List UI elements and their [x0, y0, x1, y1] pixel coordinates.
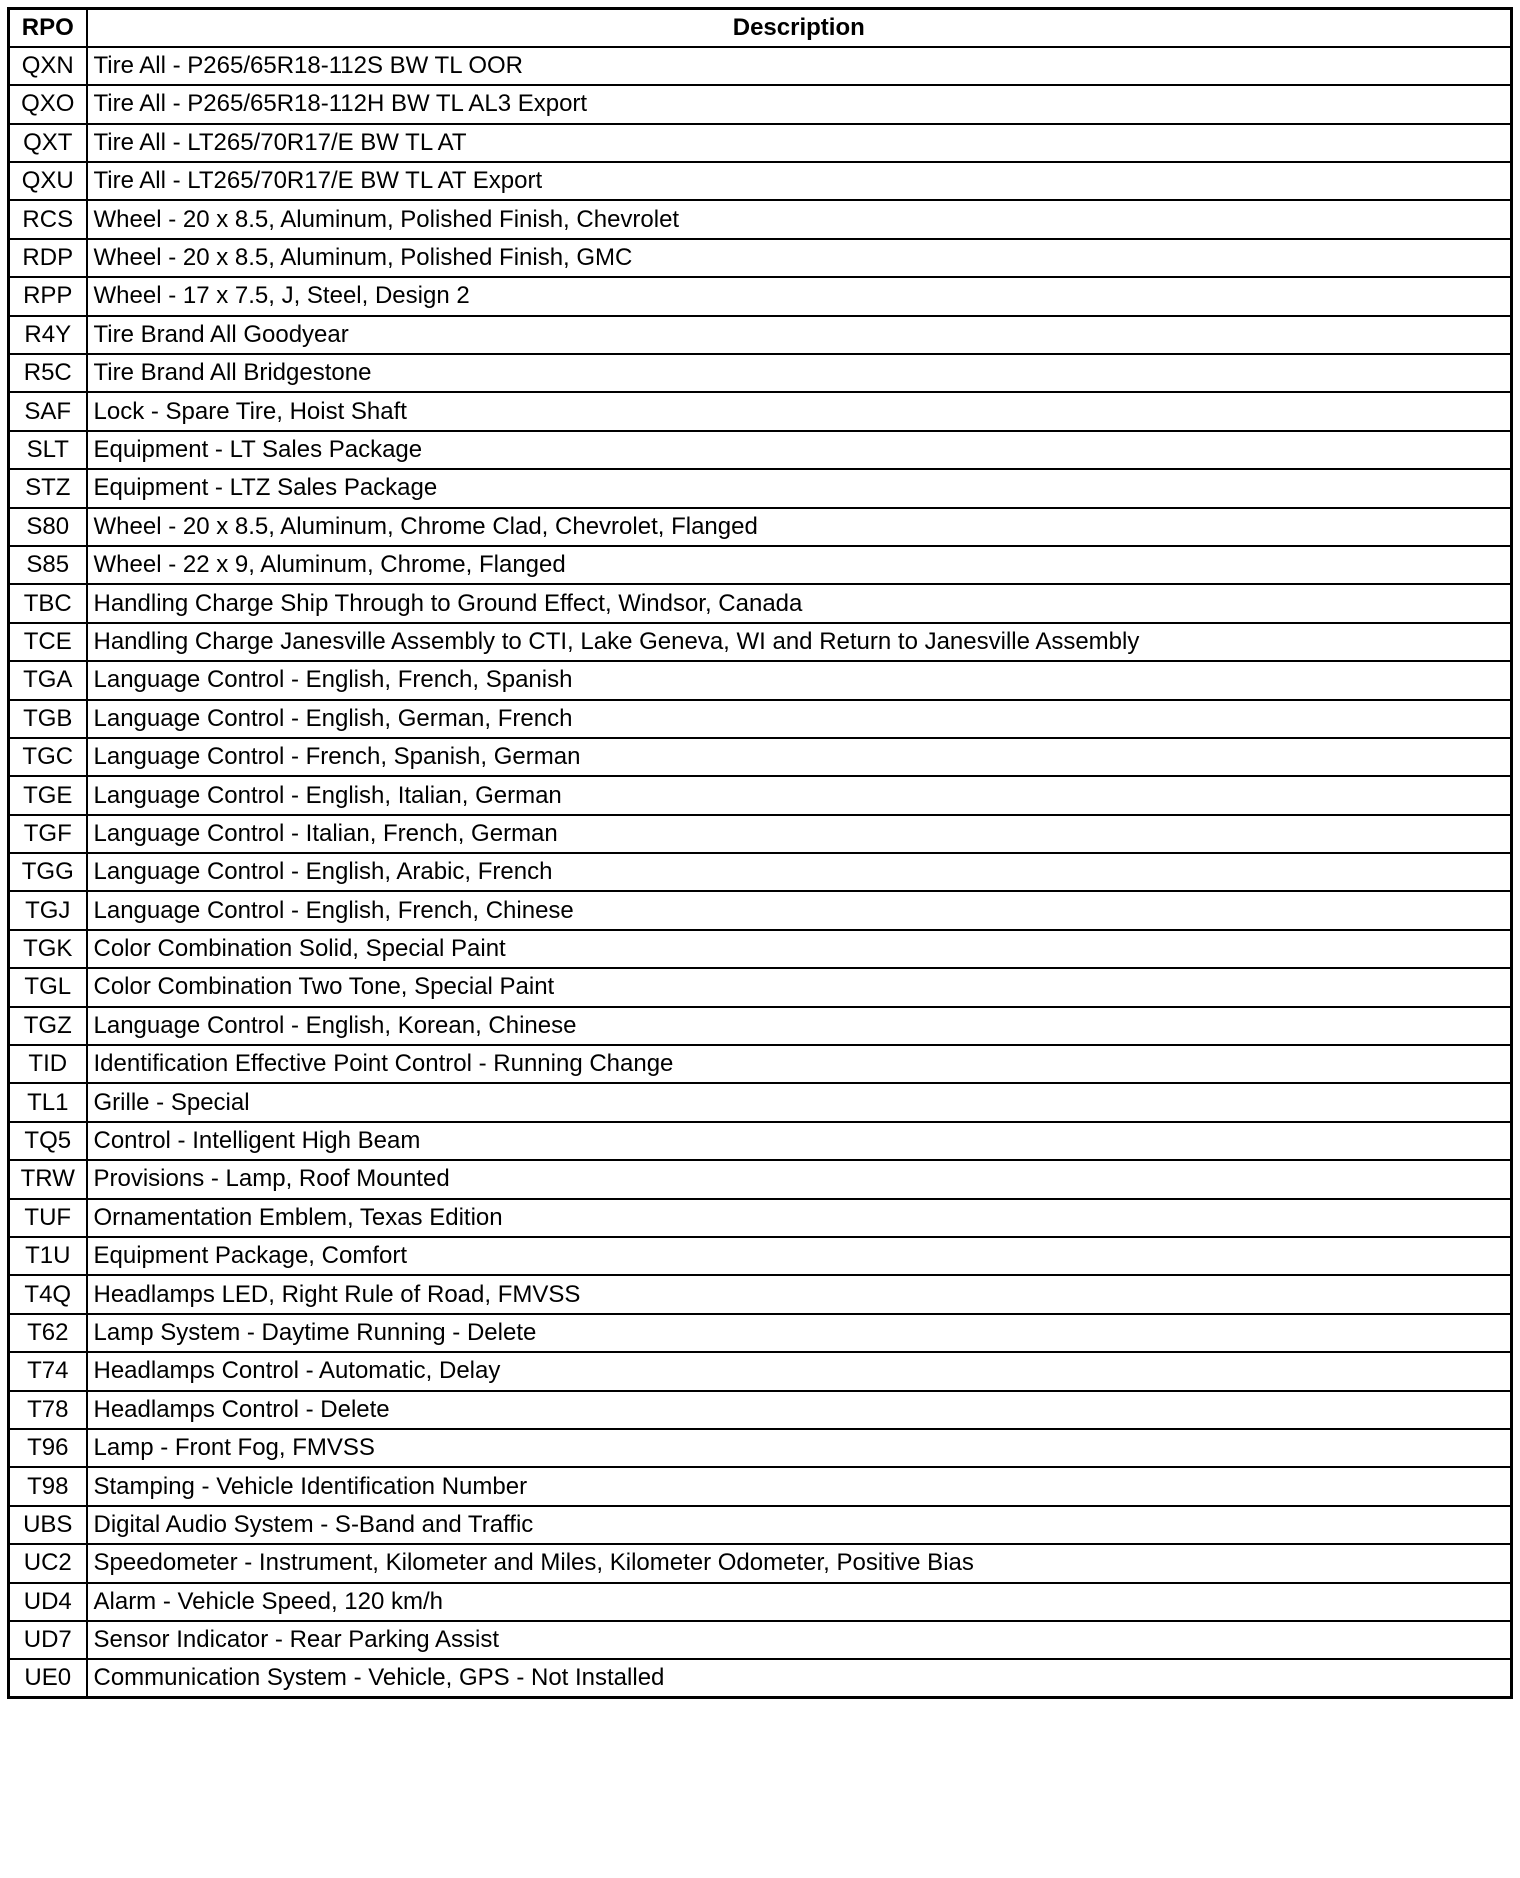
rpo-code-cell: SAF: [9, 392, 87, 430]
description-cell: Wheel - 22 x 9, Aluminum, Chrome, Flanged: [87, 546, 1512, 584]
table-row: [9, 1045, 1512, 1083]
rpo-code-cell: TGB: [9, 700, 87, 738]
description-cell: Language Control - Italian, French, German: [87, 815, 1512, 853]
table-row: [9, 1160, 1512, 1198]
table-row: [9, 1199, 1512, 1237]
description-cell: Wheel - 20 x 8.5, Aluminum, Chrome Clad, Chevrolet, Flanged: [87, 508, 1512, 546]
description-cell: Tire Brand All Bridgestone: [87, 354, 1512, 392]
table-row: [9, 584, 1512, 622]
table-row: [9, 1621, 1512, 1659]
rpo-code-cell: TGG: [9, 853, 87, 891]
rpo-code-cell: UD7: [9, 1621, 87, 1659]
table-header-row: [9, 9, 1512, 47]
description-cell: Ornamentation Emblem, Texas Edition: [87, 1199, 1512, 1237]
description-cell: Color Combination Two Tone, Special Paint: [87, 968, 1512, 1006]
rpo-code-cell: RCS: [9, 200, 87, 238]
description-cell: Lamp - Front Fog, FMVSS: [87, 1429, 1512, 1467]
rpo-code-cell: UE0: [9, 1659, 87, 1697]
description-cell: Grille - Special: [87, 1083, 1512, 1121]
table-row: [9, 239, 1512, 277]
description-cell: Wheel - 17 x 7.5, J, Steel, Design 2: [87, 277, 1512, 315]
rpo-code-cell: TGA: [9, 661, 87, 699]
description-cell: Wheel - 20 x 8.5, Aluminum, Polished Finish, Chevrolet: [87, 200, 1512, 238]
table-row: [9, 738, 1512, 776]
description-cell: Equipment - LTZ Sales Package: [87, 469, 1512, 507]
table-row: [9, 200, 1512, 238]
table-row: [9, 546, 1512, 584]
description-cell: Equipment Package, Comfort: [87, 1237, 1512, 1275]
rpo-code-cell: TGK: [9, 930, 87, 968]
rpo-code-cell: TGF: [9, 815, 87, 853]
description-cell: Sensor Indicator - Rear Parking Assist: [87, 1621, 1512, 1659]
table-row: [9, 392, 1512, 430]
description-cell: Alarm - Vehicle Speed, 120 km/h: [87, 1583, 1512, 1621]
description-cell: Speedometer - Instrument, Kilometer and Miles, Kilometer Odometer, Positive Bias: [87, 1544, 1512, 1582]
rpo-code-cell: TL1: [9, 1083, 87, 1121]
table-row: [9, 1583, 1512, 1621]
description-cell: Language Control - English, French, Spanish: [87, 661, 1512, 699]
table-row: [9, 1007, 1512, 1045]
description-cell: Handling Charge Janesville Assembly to CTI, Lake Geneva, WI and Return to Janesville Assembly: [87, 623, 1512, 661]
rpo-code-cell: TUF: [9, 1199, 87, 1237]
table-row: [9, 1391, 1512, 1429]
rpo-code-cell: RPP: [9, 277, 87, 315]
table-row: [9, 1659, 1512, 1697]
rpo-code-cell: T78: [9, 1391, 87, 1429]
description-cell: Color Combination Solid, Special Paint: [87, 930, 1512, 968]
description-cell: Tire All - LT265/70R17/E BW TL AT Export: [87, 162, 1512, 200]
description-cell: Communication System - Vehicle, GPS - Not Installed: [87, 1659, 1512, 1697]
description-cell: Tire Brand All Goodyear: [87, 316, 1512, 354]
table-row: [9, 815, 1512, 853]
description-cell: Headlamps Control - Delete: [87, 1391, 1512, 1429]
table-row: [9, 1237, 1512, 1275]
description-cell: Digital Audio System - S-Band and Traffic: [87, 1506, 1512, 1544]
rpo-code-cell: SLT: [9, 431, 87, 469]
rpo-code-cell: T4Q: [9, 1275, 87, 1313]
rpo-code-cell: T98: [9, 1467, 87, 1505]
table-row: [9, 431, 1512, 469]
rpo-code-cell: RDP: [9, 239, 87, 277]
table-row: [9, 853, 1512, 891]
table-row: [9, 47, 1512, 85]
description-cell: Wheel - 20 x 8.5, Aluminum, Polished Finish, GMC: [87, 239, 1512, 277]
table-row: [9, 1506, 1512, 1544]
table-row: [9, 508, 1512, 546]
table-row: [9, 1314, 1512, 1352]
rpo-code-cell: TRW: [9, 1160, 87, 1198]
description-cell: Lock - Spare Tire, Hoist Shaft: [87, 392, 1512, 430]
rpo-code-cell: UC2: [9, 1544, 87, 1582]
description-cell: Tire All - LT265/70R17/E BW TL AT: [87, 124, 1512, 162]
table-row: [9, 124, 1512, 162]
table-row: [9, 1275, 1512, 1313]
rpo-code-cell: S85: [9, 546, 87, 584]
description-cell: Identification Effective Point Control - Running Change: [87, 1045, 1512, 1083]
table-row: [9, 469, 1512, 507]
description-cell: Language Control - English, Korean, Chinese: [87, 1007, 1512, 1045]
description-cell: Equipment - LT Sales Package: [87, 431, 1512, 469]
description-cell: Headlamps Control - Automatic, Delay: [87, 1352, 1512, 1390]
table-row: [9, 1429, 1512, 1467]
rpo-code-cell: TGE: [9, 776, 87, 814]
rpo-code-cell: TGC: [9, 738, 87, 776]
table-row: [9, 1083, 1512, 1121]
table-row: [9, 776, 1512, 814]
table-row: [9, 968, 1512, 1006]
rpo-code-cell: QXT: [9, 124, 87, 162]
description-cell: Handling Charge Ship Through to Ground Effect, Windsor, Canada: [87, 584, 1512, 622]
table-row: [9, 700, 1512, 738]
table-row: [9, 1352, 1512, 1390]
table-row: [9, 930, 1512, 968]
table-row: [9, 354, 1512, 392]
rpo-code-cell: UD4: [9, 1583, 87, 1621]
rpo-code-cell: R5C: [9, 354, 87, 392]
rpo-code-cell: QXU: [9, 162, 87, 200]
table-row: [9, 623, 1512, 661]
table-row: [9, 277, 1512, 315]
rpo-code-cell: QXO: [9, 85, 87, 123]
rpo-code-cell: QXN: [9, 47, 87, 85]
header-rpo: RPO: [9, 9, 87, 47]
table-row: [9, 85, 1512, 123]
rpo-code-cell: TID: [9, 1045, 87, 1083]
table-row: [9, 661, 1512, 699]
rpo-table-sheet: [7, 7, 1510, 1699]
description-cell: Language Control - English, Arabic, French: [87, 853, 1512, 891]
description-cell: Headlamps LED, Right Rule of Road, FMVSS: [87, 1275, 1512, 1313]
table-row: [9, 1467, 1512, 1505]
table-row: [9, 891, 1512, 929]
rpo-code-cell: TQ5: [9, 1122, 87, 1160]
description-cell: Language Control - English, Italian, German: [87, 776, 1512, 814]
rpo-code-cell: STZ: [9, 469, 87, 507]
table-row: [9, 1544, 1512, 1582]
rpo-code-cell: T74: [9, 1352, 87, 1390]
table-row: [9, 316, 1512, 354]
description-cell: Tire All - P265/65R18-112S BW TL OOR: [87, 47, 1512, 85]
rpo-code-cell: R4Y: [9, 316, 87, 354]
description-cell: Lamp System - Daytime Running - Delete: [87, 1314, 1512, 1352]
rpo-code-cell: TGL: [9, 968, 87, 1006]
rpo-code-cell: T1U: [9, 1237, 87, 1275]
table-row: [9, 1122, 1512, 1160]
rpo-code-cell: S80: [9, 508, 87, 546]
rpo-table: [7, 7, 1513, 1699]
table-row: [9, 162, 1512, 200]
description-cell: Language Control - English, French, Chinese: [87, 891, 1512, 929]
rpo-code-cell: UBS: [9, 1506, 87, 1544]
header-description: Description: [87, 9, 1512, 47]
description-cell: Stamping - Vehicle Identification Number: [87, 1467, 1512, 1505]
description-cell: Control - Intelligent High Beam: [87, 1122, 1512, 1160]
rpo-code-cell: T62: [9, 1314, 87, 1352]
rpo-code-cell: TGJ: [9, 891, 87, 929]
rpo-code-cell: T96: [9, 1429, 87, 1467]
description-cell: Language Control - English, German, French: [87, 700, 1512, 738]
rpo-code-cell: TCE: [9, 623, 87, 661]
description-cell: Provisions - Lamp, Roof Mounted: [87, 1160, 1512, 1198]
rpo-code-cell: TBC: [9, 584, 87, 622]
table-body: [9, 47, 1512, 1698]
description-cell: Language Control - French, Spanish, German: [87, 738, 1512, 776]
description-cell: Tire All - P265/65R18-112H BW TL AL3 Export: [87, 85, 1512, 123]
rpo-code-cell: TGZ: [9, 1007, 87, 1045]
